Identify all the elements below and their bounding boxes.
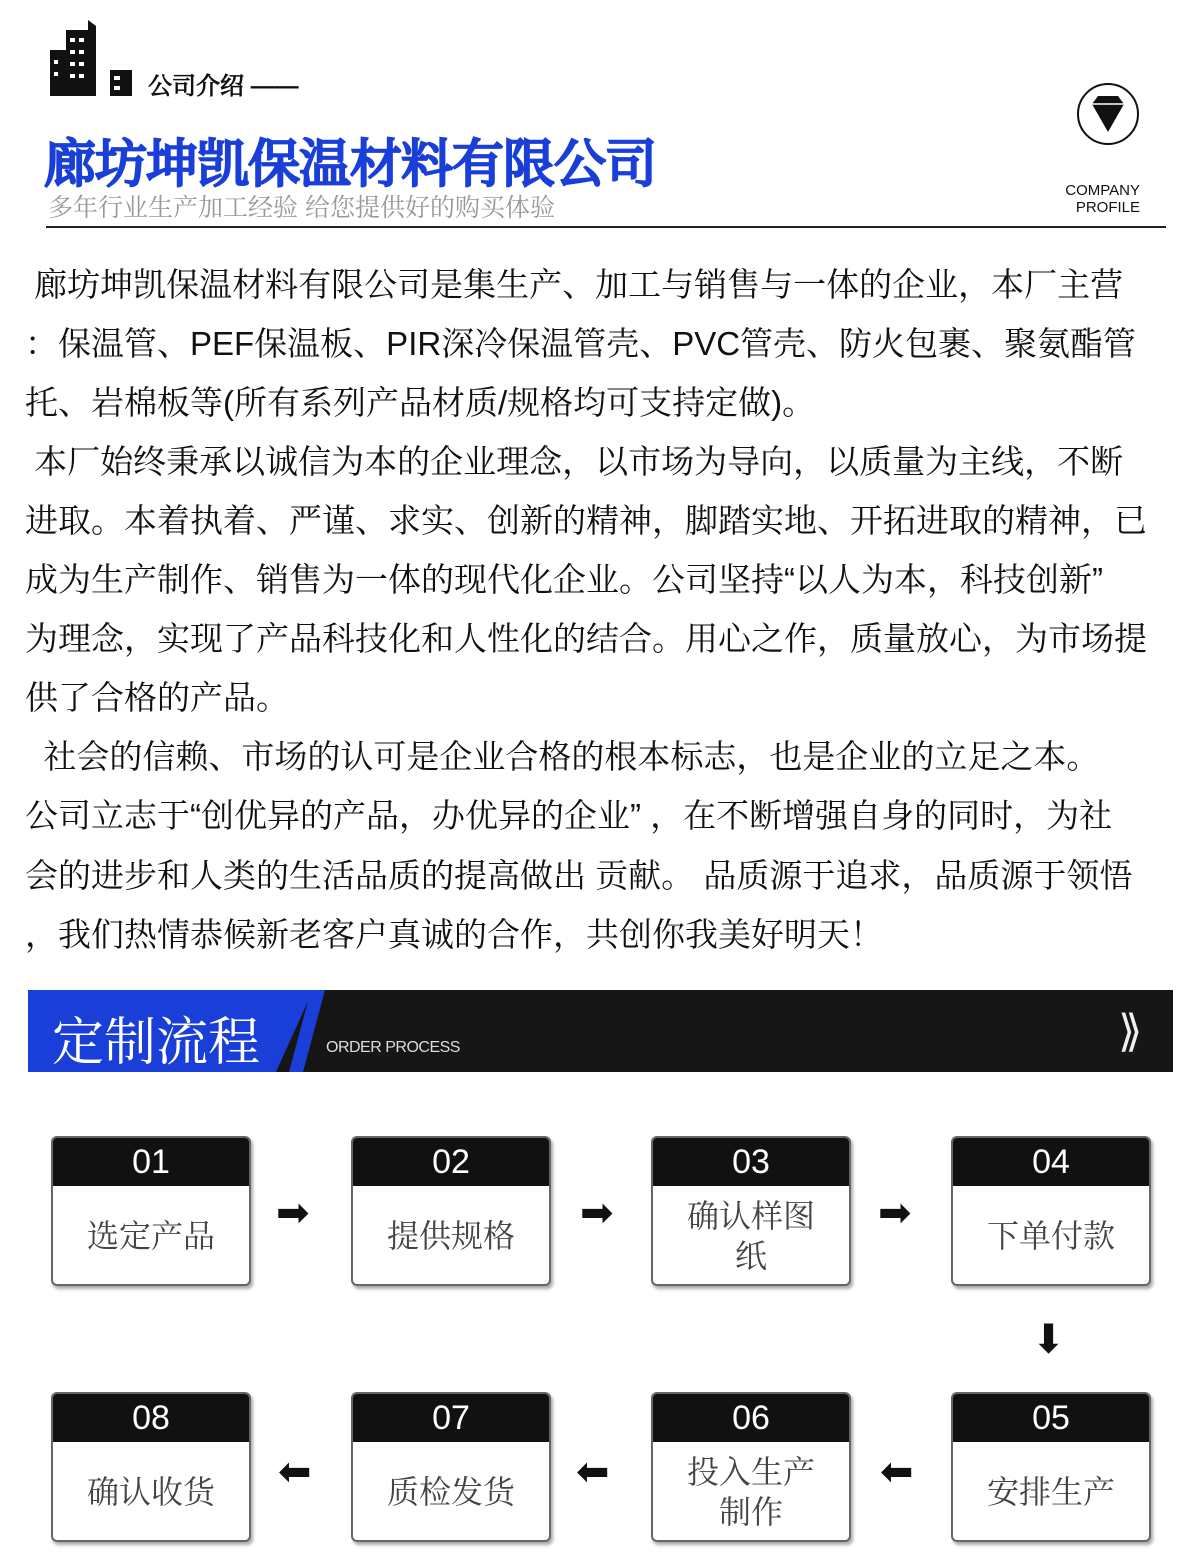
double-chevron-icon: ⟫	[1118, 1007, 1143, 1056]
step-label: 选定产品	[86, 1218, 215, 1254]
step-number: 06	[653, 1394, 849, 1442]
company-profile-label	[1040, 182, 1140, 216]
step-number: 04	[953, 1138, 1149, 1186]
text-line: 社会的信赖、市场的认可是企业合格的根本标志，也是企业的立足之本。	[25, 738, 1100, 775]
text-line: 托、岩棉板等(所有系列产品材质/规格均可支持定做)。	[25, 384, 816, 421]
step-label: 提供规格	[386, 1218, 515, 1254]
section-tag: 公司介绍 ——	[148, 73, 299, 100]
divider	[46, 226, 1166, 228]
text-line: 供了合格的产品。	[25, 679, 289, 716]
step-number: 01	[53, 1138, 249, 1186]
profile-line-2: PROFILE	[1075, 199, 1140, 216]
step-7	[351, 1392, 551, 1542]
step-number: 02	[353, 1138, 549, 1186]
step-label: 投入生产制作	[686, 1454, 815, 1530]
step-4	[951, 1136, 1151, 1286]
text-line: 会的进步和人类的生活品质的提高做出 贡献。 品质源于追求，品质源于领悟	[25, 857, 1133, 894]
step-label: 安排生产	[986, 1474, 1115, 1510]
step-label: 下单付款	[986, 1218, 1115, 1254]
step-label: 确认收货	[86, 1474, 215, 1510]
text-line: 进取。本着执着、严谨、求实、创新的精神，脚踏实地、开拓进取的精神，已	[25, 502, 1147, 539]
buildings-icon	[50, 20, 135, 96]
step-label: 确认样图纸	[686, 1198, 815, 1274]
arrow-right-icon: ➡	[878, 1191, 912, 1235]
banner-title: 定制流程	[52, 1014, 261, 1072]
step-2	[351, 1136, 551, 1286]
step-8	[51, 1392, 251, 1542]
arrow-down-icon: ➡	[1026, 1321, 1071, 1355]
diamond-logo-icon	[1076, 82, 1140, 146]
text-line: ，我们热情恭候新老客户真诚的合作，共创你我美好明天！	[25, 916, 883, 953]
step-3	[651, 1136, 851, 1286]
step-label: 质检发货	[386, 1474, 515, 1510]
text-line: 为理念，实现了产品科技化和人性化的结合。用心之作，质量放心，为市场提	[25, 620, 1147, 657]
arrow-left-icon: ➡	[880, 1450, 914, 1494]
arrow-right-icon: ➡	[276, 1191, 310, 1235]
step-5	[951, 1392, 1151, 1542]
text-line: 成为生产制作、销售为一体的现代化企业。公司坚持“以人为本，科技创新”	[25, 561, 1103, 598]
step-number: 08	[53, 1394, 249, 1442]
profile-line-1: COMPANY	[1065, 182, 1140, 199]
step-number: 03	[653, 1138, 849, 1186]
step-6	[651, 1392, 851, 1542]
company-subtitle: 多年行业生产加工经验 给您提供好的购买体验	[48, 194, 555, 222]
banner-subtitle: ORDER PROCESS	[326, 1039, 460, 1056]
step-1	[51, 1136, 251, 1286]
arrow-left-icon: ➡	[278, 1450, 312, 1494]
company-title: 廊坊坤凯保温材料有限公司	[44, 136, 657, 194]
arrow-right-icon: ➡	[580, 1191, 614, 1235]
text-line: ：保温管、PEF保温板、PIR深冷保温管壳、PVC管壳、防火包裹、聚氨酯管	[25, 325, 1137, 362]
step-number: 05	[953, 1394, 1149, 1442]
text-line: 公司立志于“创优异的产品，办优异的企业” ，在不断增强自身的同时，为社	[25, 797, 1113, 834]
text-line: 本厂始终秉承以诚信为本的企业理念，以市场为导向，以质量为主线，不断	[25, 443, 1124, 480]
text-line: 廊坊坤凯保温材料有限公司是集生产、加工与销售与一体的企业，本厂主营	[25, 266, 1124, 303]
step-number: 07	[353, 1394, 549, 1442]
arrow-left-icon: ➡	[576, 1450, 610, 1494]
